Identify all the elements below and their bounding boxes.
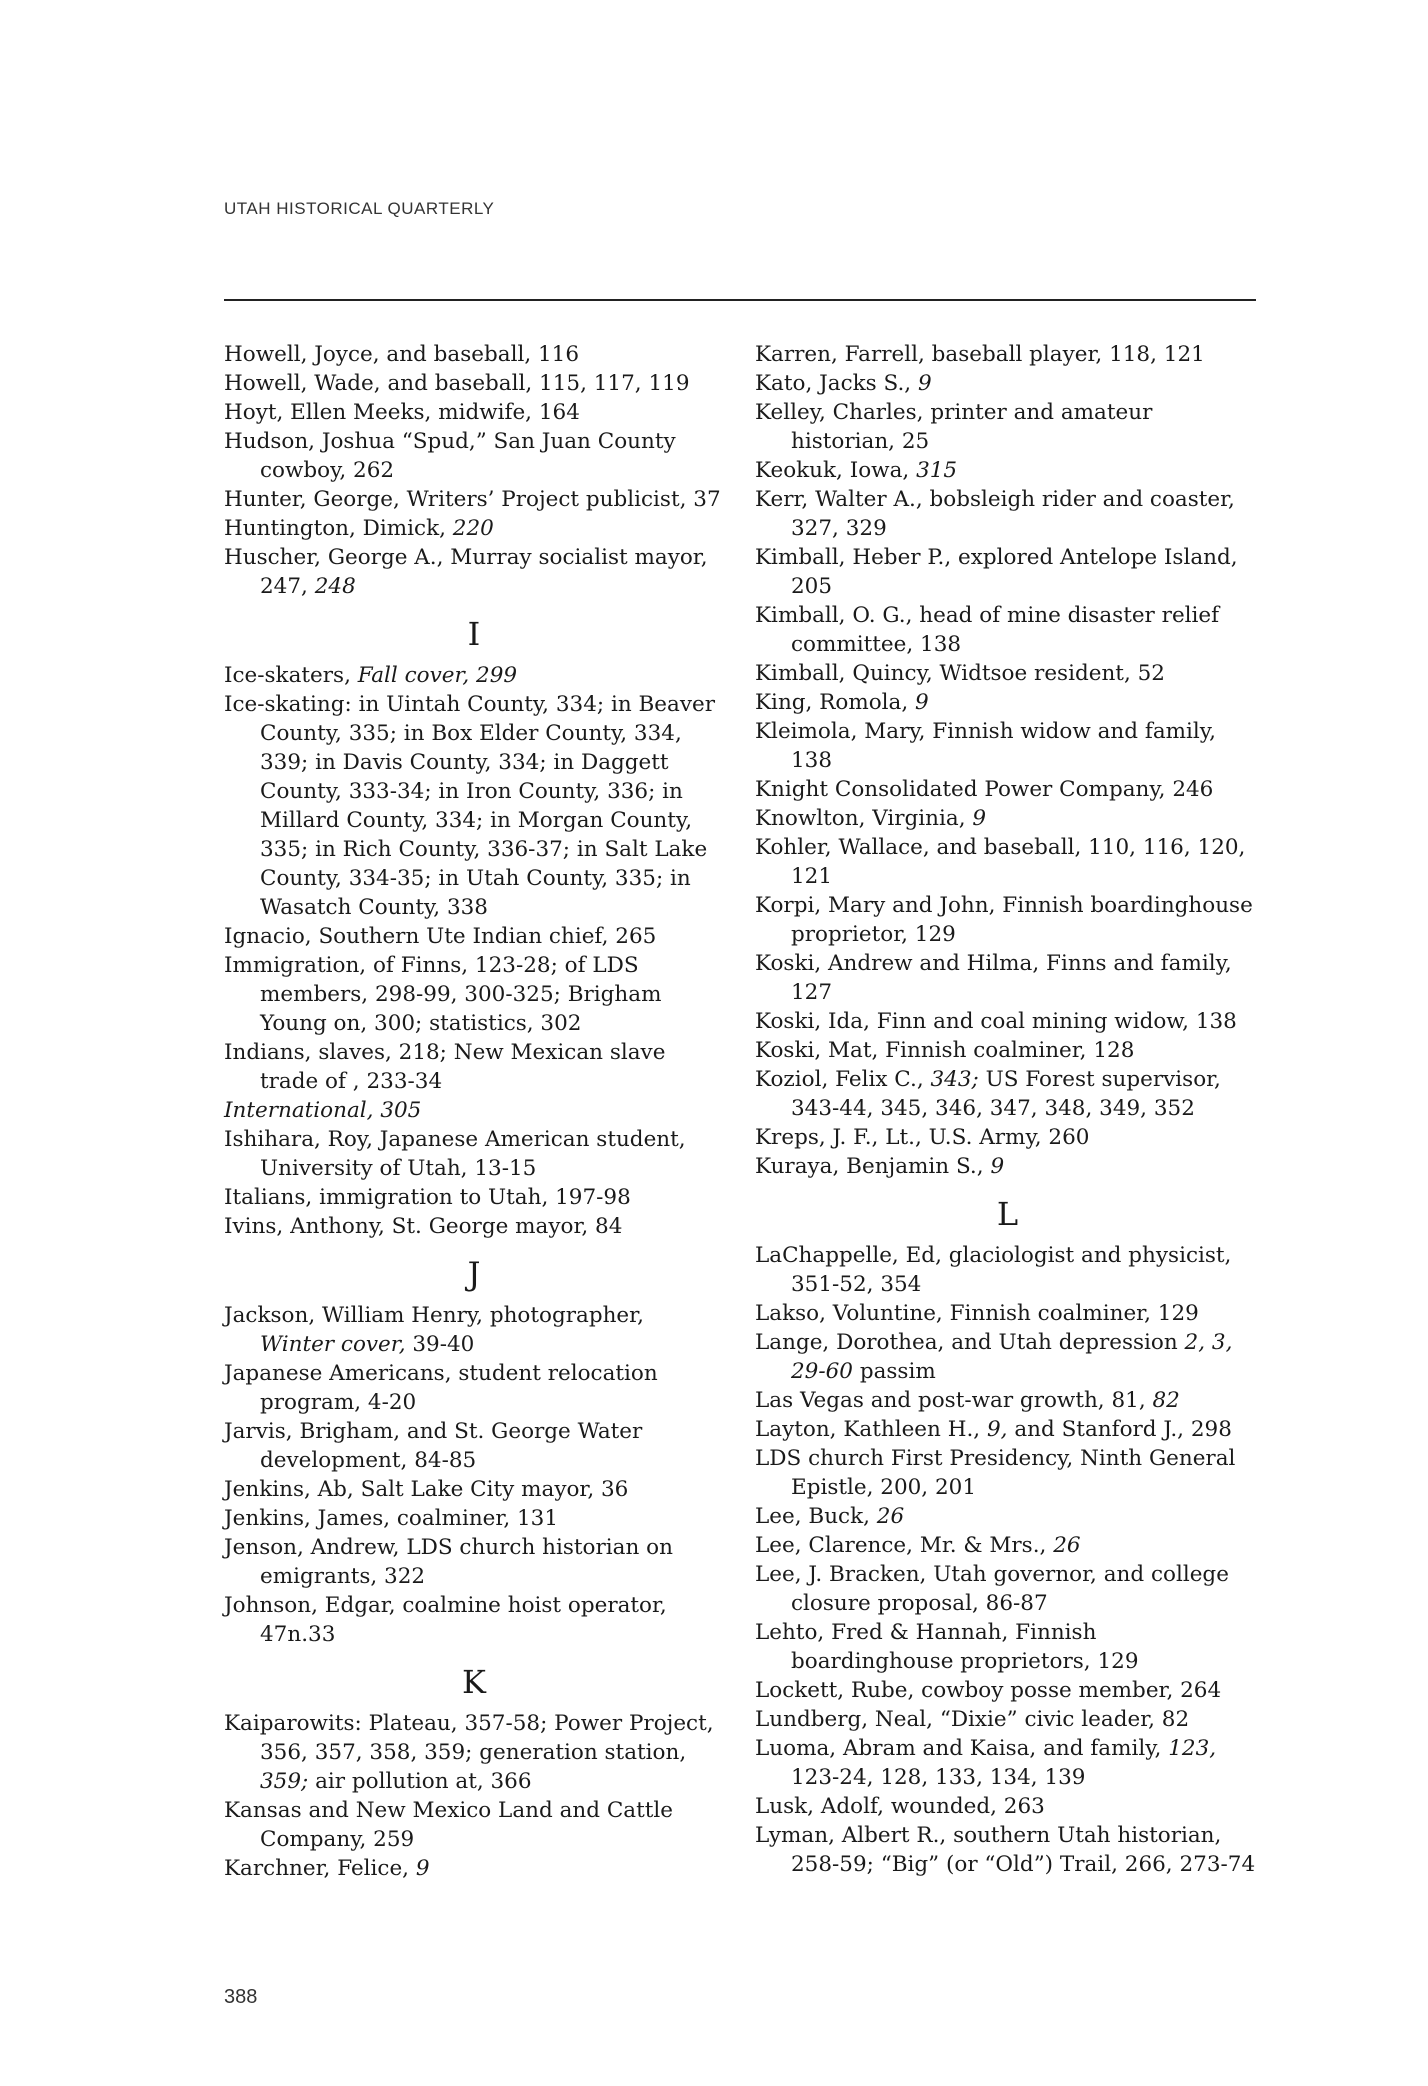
index-entry-text: Lundberg, Neal, “Dixie” civic leader, 82	[755, 1707, 1190, 1732]
index-entry-text: Kreps, J. F., Lt., U.S. Army, 260	[755, 1125, 1090, 1150]
index-entry	[224, 1591, 724, 1649]
index-entry-text: Johnson, Edgar, coalmine hoist operator, 47n.33	[224, 1593, 667, 1647]
index-entry-text: Kato, Jacks S.,	[755, 371, 918, 396]
index-entry	[755, 1792, 1260, 1821]
index-entry-italic-text: International, 305	[224, 1098, 422, 1123]
index-entry-italic-text: 26	[876, 1504, 905, 1529]
index-column-right	[755, 340, 1260, 1879]
index-entry-text: Hudson, Joshua “Spud,” San Juan County cowboy, 262	[224, 429, 676, 483]
index-entry-italic-text: 9	[990, 1154, 1005, 1179]
index-entry-text: Ice-skating: in Uintah County, 334; in Beaver County, 335; in Box Elder County, 334, 339; in Davis County, 334; in Daggett County, 333-34; in Iron County, 336; in Millard County, 334; in Morgan County, 335; in Rich County, 336-37; in Salt Lake County, 334-35; in Utah County, 335; in Wasatch County, 338	[224, 692, 715, 920]
index-entry-text: Lyman, Albert R., southern Utah historian, 258-59; “Big” (or “Old”) Trail, 266, 273-74	[755, 1823, 1256, 1877]
index-entry	[224, 427, 724, 485]
index-entry	[755, 1531, 1260, 1560]
index-entry	[755, 1502, 1260, 1531]
index-entry-text: Luoma, Abram and Kaisa, and family,	[755, 1736, 1169, 1761]
index-entry-text: Lockett, Rube, cowboy posse member, 264	[755, 1678, 1222, 1703]
index-entry-text: Kaiparowits: Plateau, 357-58; Power Project, 356, 357, 358, 359; generation station,	[224, 1711, 714, 1765]
index-entry	[224, 1796, 724, 1854]
index-entry-text: Koski, Ida, Finn and coal mining widow, 138	[755, 1009, 1237, 1034]
index-entry	[224, 1212, 724, 1241]
index-entry	[224, 1475, 724, 1504]
index-entry-text: Japanese Americans, student relocation program, 4-20	[224, 1361, 658, 1415]
index-entry	[755, 369, 1260, 398]
index-entry	[224, 1301, 724, 1359]
index-entry	[755, 1299, 1260, 1328]
index-entry-text: Koski, Mat, Finnish coalminer, 128	[755, 1038, 1135, 1063]
index-entry-text: Kuraya, Benjamin S.,	[755, 1154, 991, 1179]
page-number: 388	[224, 1986, 258, 2008]
index-entry	[224, 1125, 724, 1183]
index-entry-italic-text: 359;	[260, 1769, 309, 1794]
index-entry-text: Ignacio, Southern Ute Indian chief, 265	[224, 924, 657, 949]
index-entry-text: Kleimola, Mary, Finnish widow and family, 138	[755, 719, 1216, 773]
index-entry-text: air pollution at, 366	[308, 1769, 532, 1794]
index-entry-text: Lehto, Fred & Hannah, Finnish boardinghouse proprietors, 129	[755, 1620, 1139, 1674]
index-entry-text: Jenson, Andrew, LDS church historian on emigrants, 322	[224, 1535, 673, 1589]
index-entry-text: Italians, immigration to Utah, 197-98	[224, 1185, 631, 1210]
index-entry-text: LaChappelle, Ed, glaciologist and physicist, 351-52, 354	[755, 1243, 1232, 1297]
index-entry-text: Kimball, Quincy, Widtsoe resident, 52	[755, 661, 1165, 686]
index-entry	[224, 1533, 724, 1591]
index-entry-text: Jarvis, Brigham, and St. George Water development, 84-85	[224, 1419, 643, 1473]
index-entry-text: 123-24, 128, 133, 134, 139	[791, 1765, 1086, 1790]
index-entry	[755, 1007, 1260, 1036]
index-entry-text: Lange, Dorothea, and Utah depression	[755, 1330, 1185, 1355]
section-letter: J	[467, 1255, 481, 1293]
index-entry-text: Kimball, O. G., head of mine disaster relief committee, 138	[755, 603, 1220, 657]
index-entry-text: Huscher, George A., Murray socialist mayor, 247,	[224, 545, 708, 599]
index-entry	[224, 1183, 724, 1212]
index-entry-text: Howell, Wade, and baseball, 115, 117, 119	[224, 371, 690, 396]
index-entry	[224, 1359, 724, 1417]
index-entry	[755, 398, 1260, 456]
index-entry	[755, 1444, 1260, 1502]
index-entry	[224, 1504, 724, 1533]
index-entry	[224, 514, 724, 543]
index-entry	[755, 1328, 1260, 1386]
index-entry	[755, 1065, 1260, 1123]
index-entry-text: Jenkins, James, coalminer, 131	[224, 1506, 559, 1531]
index-entry	[755, 1415, 1260, 1444]
section-letter: I	[467, 615, 481, 653]
index-entry-text: Karren, Farrell, baseball player, 118, 121	[755, 342, 1205, 367]
index-entry	[224, 398, 724, 427]
index-entry	[755, 456, 1260, 485]
index-entry-text: Kelley, Charles, printer and amateur historian, 25	[755, 400, 1153, 454]
index-entry-text: Knight Consolidated Power Company, 246	[755, 777, 1214, 802]
index-entry	[224, 369, 724, 398]
section-letter: K	[462, 1663, 486, 1701]
index-entry-text: Ice-skaters,	[224, 663, 358, 688]
index-entry	[755, 485, 1260, 543]
index-entry	[224, 1038, 724, 1096]
index-entry	[224, 1854, 724, 1883]
index-entry-italic-text: 9	[415, 1856, 430, 1881]
index-entry	[755, 543, 1260, 601]
index-entry-text: Lee, J. Bracken, Utah governor, and college closure proposal, 86-87	[755, 1562, 1229, 1616]
index-entry-text: Hoyt, Ellen Meeks, midwife, 164	[224, 400, 580, 425]
index-entry	[224, 1096, 724, 1125]
index-entry	[755, 1734, 1260, 1792]
index-entry-italic-text: 9	[915, 690, 929, 715]
index-entry	[224, 543, 724, 601]
index-entry-italic-text: 315	[916, 458, 958, 483]
index-entry-text: Huntington, Dimick,	[224, 516, 453, 541]
index-entry-text: LDS church First Presidency, Ninth General Epistle, 200, 201	[755, 1446, 1236, 1500]
index-entry-text: King, Romola,	[755, 690, 916, 715]
index-entry-text: Las Vegas and post-war growth, 81,	[755, 1388, 1153, 1413]
index-entry-text: Howell, Joyce, and baseball, 116	[224, 342, 580, 367]
index-entry-text: Ishihara, Roy, Japanese American student, University of Utah, 13-15	[224, 1127, 686, 1181]
index-entry	[755, 1705, 1260, 1734]
index-entry-text: Koski, Andrew and Hilma, Finns and family, 127	[755, 951, 1232, 1005]
index-entry	[755, 775, 1260, 804]
index-entry	[755, 1676, 1260, 1705]
index-entry	[755, 688, 1260, 717]
index-entry-italic-text: 2, 3, 29-60	[791, 1330, 1233, 1384]
index-entry	[224, 951, 724, 1038]
index-entry-text: Indians, slaves, 218; New Mexican slave trade of , 233-34	[224, 1040, 666, 1094]
index-entry-text: Jenkins, Ab, Salt Lake City mayor, 36	[224, 1477, 629, 1502]
index-entry-text: Korpi, Mary and John, Finnish boardinghouse proprietor, 129	[755, 893, 1253, 947]
index-entry-italic-text: 9,	[986, 1417, 1008, 1442]
index-entry-italic-text: 82	[1152, 1388, 1180, 1413]
index-entry-text: Immigration, of Finns, 123-28; of LDS members, 298-99, 300-325; Brigham Young on, 300; statistics, 302	[224, 953, 662, 1036]
index-entry-italic-text: Winter cover,	[260, 1332, 406, 1357]
index-entry	[755, 1036, 1260, 1065]
section-letter: L	[996, 1195, 1019, 1233]
index-entry	[755, 1821, 1260, 1879]
index-entry-text: Hunter, George, Writers’ Project publicist, 37	[224, 487, 721, 512]
index-entry-italic-text: 26	[1053, 1533, 1081, 1558]
header-rule	[224, 299, 1256, 301]
index-entry	[224, 340, 724, 369]
index-entry	[755, 1123, 1260, 1152]
index-entry	[755, 659, 1260, 688]
index-entry-italic-text: 248	[314, 574, 356, 599]
index-entry-text: Keokuk, Iowa,	[755, 458, 917, 483]
index-entry-text: US Forest supervisor, 343-44, 345, 346, 347, 348, 349, 352	[791, 1067, 1221, 1121]
index-entry	[755, 949, 1260, 1007]
index-column-left	[224, 340, 724, 1883]
index-entry-text: Lee, Clarence, Mr. & Mrs.,	[755, 1533, 1054, 1558]
index-entry	[755, 717, 1260, 775]
index-entry-italic-text: Fall cover, 299	[357, 663, 518, 688]
index-entry-italic-text: 9	[917, 371, 932, 396]
index-entry	[224, 1709, 724, 1796]
index-entry-text: Kimball, Heber P., explored Antelope Island, 205	[755, 545, 1238, 599]
index-entry	[755, 340, 1260, 369]
index-entry-text: Kohler, Wallace, and baseball, 110, 116, 120, 121	[755, 835, 1246, 889]
index-entry-text: Lee, Buck,	[755, 1504, 877, 1529]
index-entry	[755, 804, 1260, 833]
index-entry-italic-text: 220	[452, 516, 494, 541]
index-entry-text: Karchner, Felice,	[224, 1856, 416, 1881]
index-entry	[755, 1386, 1260, 1415]
index-entry	[755, 601, 1260, 659]
index-entry-text: Jackson, William Henry, photographer,	[224, 1303, 644, 1328]
index-entry-text: Koziol, Felix C.,	[755, 1067, 931, 1092]
index-entry	[755, 833, 1260, 891]
index-entry-text: Kansas and New Mexico Land and Cattle Company, 259	[224, 1798, 673, 1852]
running-head: UTAH HISTORICAL QUARTERLY	[224, 199, 495, 218]
index-entry-text: Lusk, Adolf, wounded, 263	[755, 1794, 1045, 1819]
index-entry	[755, 1560, 1260, 1618]
index-entry-text: Layton, Kathleen H.,	[755, 1417, 987, 1442]
index-entry-italic-text: 123,	[1168, 1736, 1217, 1761]
index-entry	[755, 1152, 1260, 1181]
index-entry	[224, 661, 724, 690]
index-entry-text: Knowlton, Virginia,	[755, 806, 973, 831]
index-entry-text: and Stanford J., 298	[1007, 1417, 1232, 1442]
index-entry	[755, 891, 1260, 949]
index-entry-text: Kerr, Walter A., bobsleigh rider and coaster, 327, 329	[755, 487, 1235, 541]
index-entry-italic-text: 9	[972, 806, 987, 831]
index-entry-text: Ivins, Anthony, St. George mayor, 84	[224, 1214, 623, 1239]
index-entry	[224, 690, 724, 922]
index-entry-text: Lakso, Voluntine, Finnish coalminer, 129	[755, 1301, 1199, 1326]
index-entry	[224, 485, 724, 514]
index-entry	[755, 1241, 1260, 1299]
index-entry	[224, 922, 724, 951]
index-entry	[224, 1417, 724, 1475]
index-entry-text: passim	[852, 1359, 936, 1384]
index-entry-text: 39-40	[405, 1332, 475, 1357]
index-entry-italic-text: 343;	[930, 1067, 979, 1092]
index-entry	[755, 1618, 1260, 1676]
